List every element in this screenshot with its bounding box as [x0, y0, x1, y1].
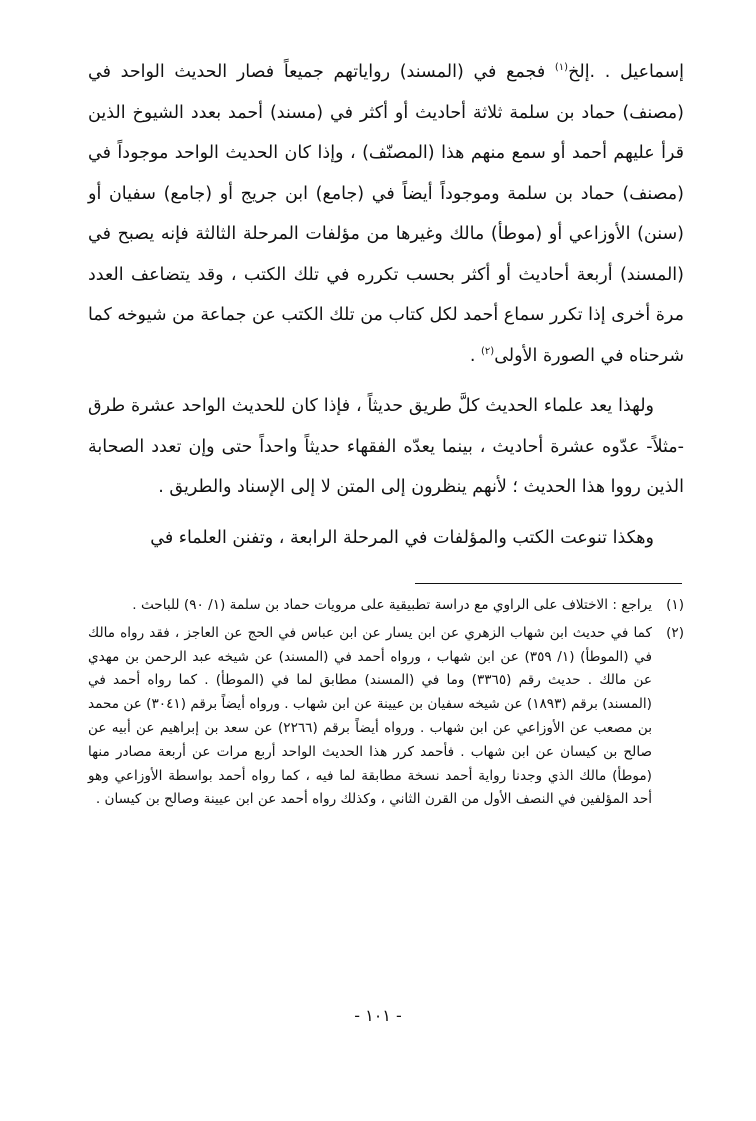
- footnote-text: يراجع : الاختلاف على الراوي مع دراسة تطبيقية على مرويات حماد بن سلمة (١/ ٩٠) للباحث .: [132, 597, 652, 613]
- paragraph-text: فجمع في (المسند) رواياتهم جميعاً فصار الحديث الواحد في (مصنف) حماد بن سلمة ثلاثة أحاديث أو أكثر في (مسند) أحمد بعدد الشيوخ الذين قرأ عليهم أحمد أو سمع منهم هذا (المصنّف) ، وإذا كان الحديث الواحد موجوداً في (مصنف) حماد بن سلمة وموجوداً أيضاً في (جامع) ابن جريج أو (جامع) سفيان أو (سنن) الأوزاعي أو (موطأ) مالك وغيرها من مؤلفات المرحلة الثالثة فإنه يصبح في (المسند) أربعة أحاديث أو أكثر بحسب تكرره في تلك الكتب ، وقد يتضاعف العدد مرة أخرى إذا تكرر سماع أحمد لكل كتاب من تلك الكتب عن جماعة من شيوخه كما شرحناه في الصورة الأولى: [88, 62, 684, 366]
- main-text-block: [88, 52, 684, 558]
- footnote-2: [88, 622, 684, 812]
- footnote-text: كما في حديث ابن شهاب الزهري عن ابن يسار عن ابن عباس في الحج عن العاجز ، فقد رواه مالك في (الموطأ) (١/ ٣٥٩) عن ابن شهاب ، ورواه أحمد في (المسند) عن شيخه عبد الرحمن بن مهدي عن مالك . حديث رقم (٣٣٦٥) وما في (المسند) مطابق لما في (الموطأ) . كما رواه أحمد في (المسند) برقم (١٨٩٣) عن شيخه سفيان بن عيينة عن ابن شهاب . ورواه أيضاً برقم (٣٠٤١) عن محمد بن مصعب عن الأوزاعي عن ابن شهاب . ورواه أيضاً برقم (٢٢٦٦) عن سعد بن إبراهيم عن أبيه عن صالح بن كيسان عن ابن شهاب . فأحمد كرر هذا الحديث الواحد أربع مرات عن أربعة مصادر منها (موطأ) مالك الذي وجدنا رواية أحمد نسخة مطابقة لما فيه ، كما رواه أحمد بواسطة الأوزاعي وهو أحد المؤلفين في النصف الأول من القرن الثاني ، وكذلك رواه أحمد عن ابن عيينة وصالح بن كيسان .: [88, 624, 653, 808]
- paragraph-text: .: [469, 345, 481, 366]
- page-number: - ١٠١ -: [354, 1006, 402, 1025]
- paragraph-3: [88, 518, 684, 559]
- footnote-ref-2[interactable]: (٢): [481, 345, 495, 357]
- paragraph-1: [88, 52, 684, 376]
- paragraph-text: إسماعيل . .إلخ: [568, 62, 684, 82]
- footnote-separator: [415, 583, 682, 584]
- paragraph-text: وهكذا تنوعت الكتب والمؤلفات في المرحلة الرابعة ، وتفنن العلماء في: [150, 527, 654, 548]
- footnote-number: (١): [666, 597, 684, 613]
- footnote-number: (٢): [666, 624, 684, 641]
- footnote-1: [88, 594, 684, 618]
- footnote-ref-1[interactable]: (١): [554, 62, 569, 74]
- paragraph-text: ولهذا يعد علماء الحديث كلَّ طريق حديثاً ، فإذا كان للحديث الواحد عشرة طرق -مثلاً- عدّوه عشرة أحاديث ، بينما يعدّه الفقهاء حديثاً واحداً حتى وإن تعدد الصحابة الذين رووا هذا الحديث ؛ لأنهم ينظرون إلى المتن لا إلى الإسناد والطريق .: [88, 396, 684, 497]
- body-text: [88, 52, 684, 558]
- paragraph-2: [88, 386, 684, 508]
- footnotes: [88, 594, 684, 816]
